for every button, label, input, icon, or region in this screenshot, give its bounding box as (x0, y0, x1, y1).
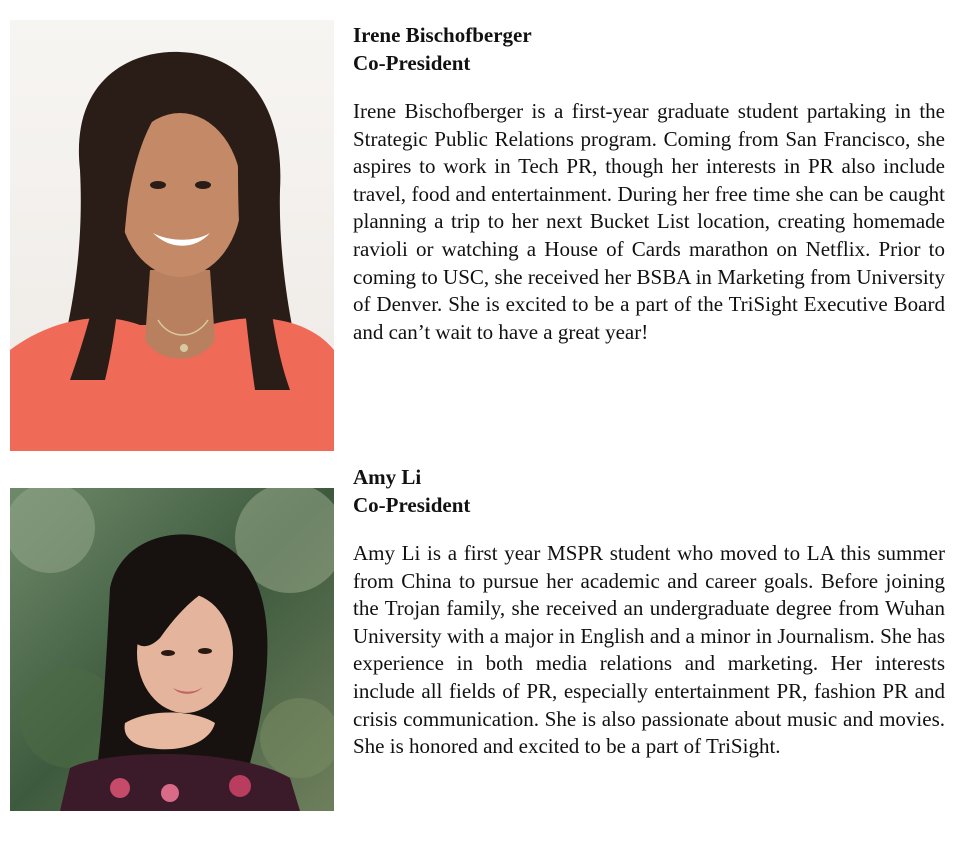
profile-name: Amy Li (353, 465, 422, 489)
profile-photo-amy (10, 488, 334, 811)
profile-amy (353, 463, 945, 761)
profile-name: Irene Bischofberger (353, 23, 532, 47)
profile-role: Co-President (353, 51, 471, 75)
profile-bio: Irene Bischofberger is a first-year graduate student partaking in the Strategic Public Relations program. Coming from San Francisco, she aspires to work in Tech PR, though her interests in PR also include travel, food and entertainment. During her free time she can be caught planning a trip to her next Bucket List location, creating homemade ravioli or watching a House of Cards marathon on Netflix. Prior to coming to USC, she received her BSBA in Marketing from University of Denver. She is excited to be a part of the TriSight Executive Board and can’t wait to have a great year! (353, 99, 945, 344)
profile-bio: Amy Li is a first year MSPR student who moved to LA this summer from China to pursue her academic and career goals. Before joining the Trojan family, she received an undergraduate degree from Wuhan University with a major in English and a minor in Journalism. She has experience in both media relations and marketing. Her interests include all fields of PR, especially entertainment PR, fashion PR and crisis communication. She is also passionate about music and movies. She is honored and excited to be a part of TriSight. (353, 541, 945, 759)
profile-role: Co-President (353, 493, 471, 517)
profile-photo-irene (10, 20, 334, 451)
profile-irene (353, 21, 945, 346)
